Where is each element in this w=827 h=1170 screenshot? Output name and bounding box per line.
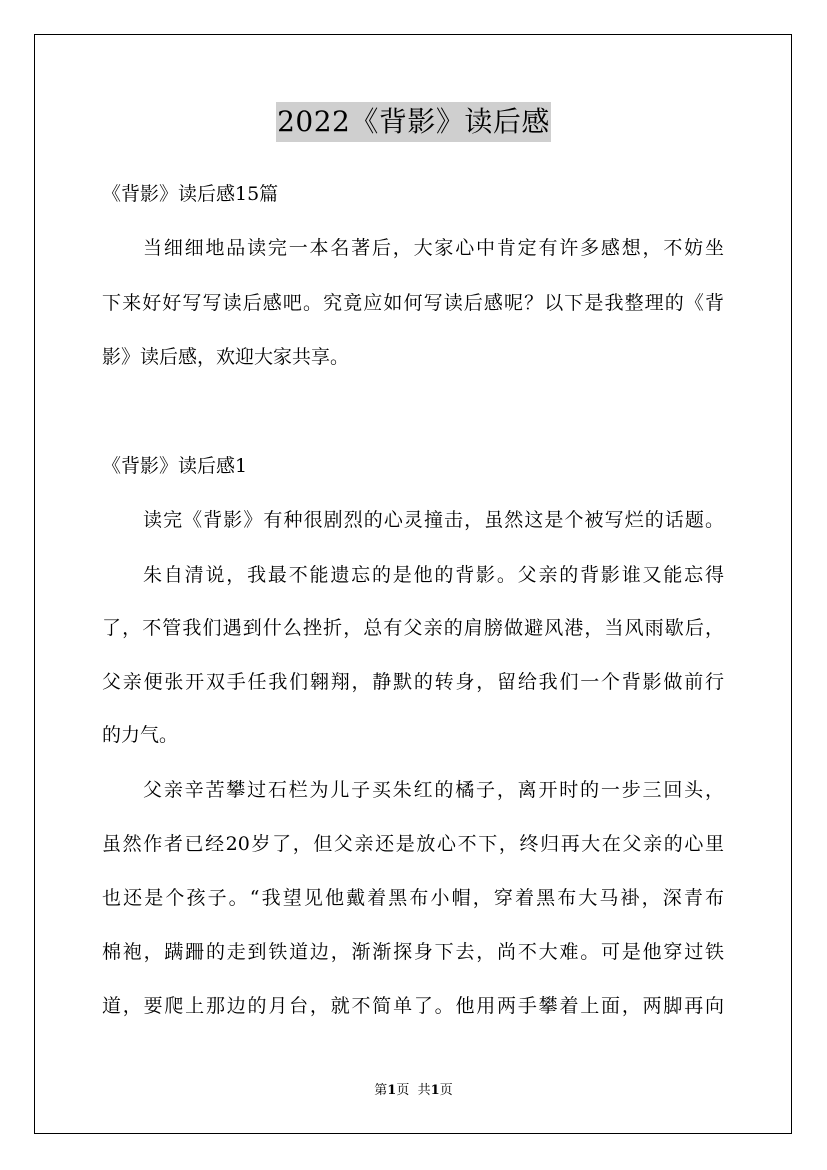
title-container	[0, 102, 827, 142]
section-heading: 《背影》读后感15篇	[102, 183, 279, 205]
paragraph-line: 棉袍，蹒跚的走到铁道边，渐渐探身下去，尚不大难。可是他穿过铁	[102, 941, 724, 963]
paragraph-line: 道，要爬上那边的月台，就不简单了。他用两手攀着上面，两脚再向	[102, 995, 724, 1017]
paragraph-line: 了，不管我们遇到什么挫折，总有父亲的肩膀做避风港，当风雨歇后，	[102, 617, 724, 639]
paragraph-line: 下来好好写写读后感吧。究竟应如何写读后感呢？以下是我整理的《背	[102, 292, 724, 314]
section-heading: 《背影》读后感1	[102, 455, 248, 477]
page-label-prefix: 第	[374, 1083, 388, 1098]
paragraph-line: 的力气。	[102, 724, 179, 746]
paragraph-line: 虽然作者已经20岁了，但父亲还是放心不下，终归再大在父亲的心里	[102, 833, 724, 855]
total-label-suffix: 页	[439, 1083, 453, 1098]
page-number: 1	[387, 1083, 397, 1098]
paragraph-line: 也还是个孩子。“我望见他戴着黑布小帽，穿着黑布大马褂，深青布	[102, 887, 724, 909]
paragraph-line: 影》读后感，欢迎大家共享。	[102, 346, 350, 368]
paragraph-line: 朱自清说，我最不能遗忘的是他的背影。父亲的背影谁又能忘得	[143, 564, 724, 586]
document-title: 2022《背影》读后感	[276, 102, 551, 142]
page-label-suffix: 页	[396, 1083, 410, 1098]
paragraph-line: 当细细地品读完一本名著后，大家心中肯定有许多感想，不妨坐	[143, 237, 724, 259]
paragraph-line: 父亲辛苦攀过石栏为儿子买朱红的橘子，离开时的一步三回头，	[143, 779, 724, 801]
paragraph-line: 父亲便张开双手任我们翱翔，静默的转身，留给我们一个背影做前行	[102, 671, 724, 693]
total-pages: 1	[430, 1083, 440, 1098]
page-footer	[0, 1082, 827, 1100]
total-label-prefix: 共	[417, 1083, 431, 1098]
paragraph-line: 读完《背影》有种很剧烈的心灵撞击，虽然这是个被写烂的话题。	[143, 509, 724, 531]
